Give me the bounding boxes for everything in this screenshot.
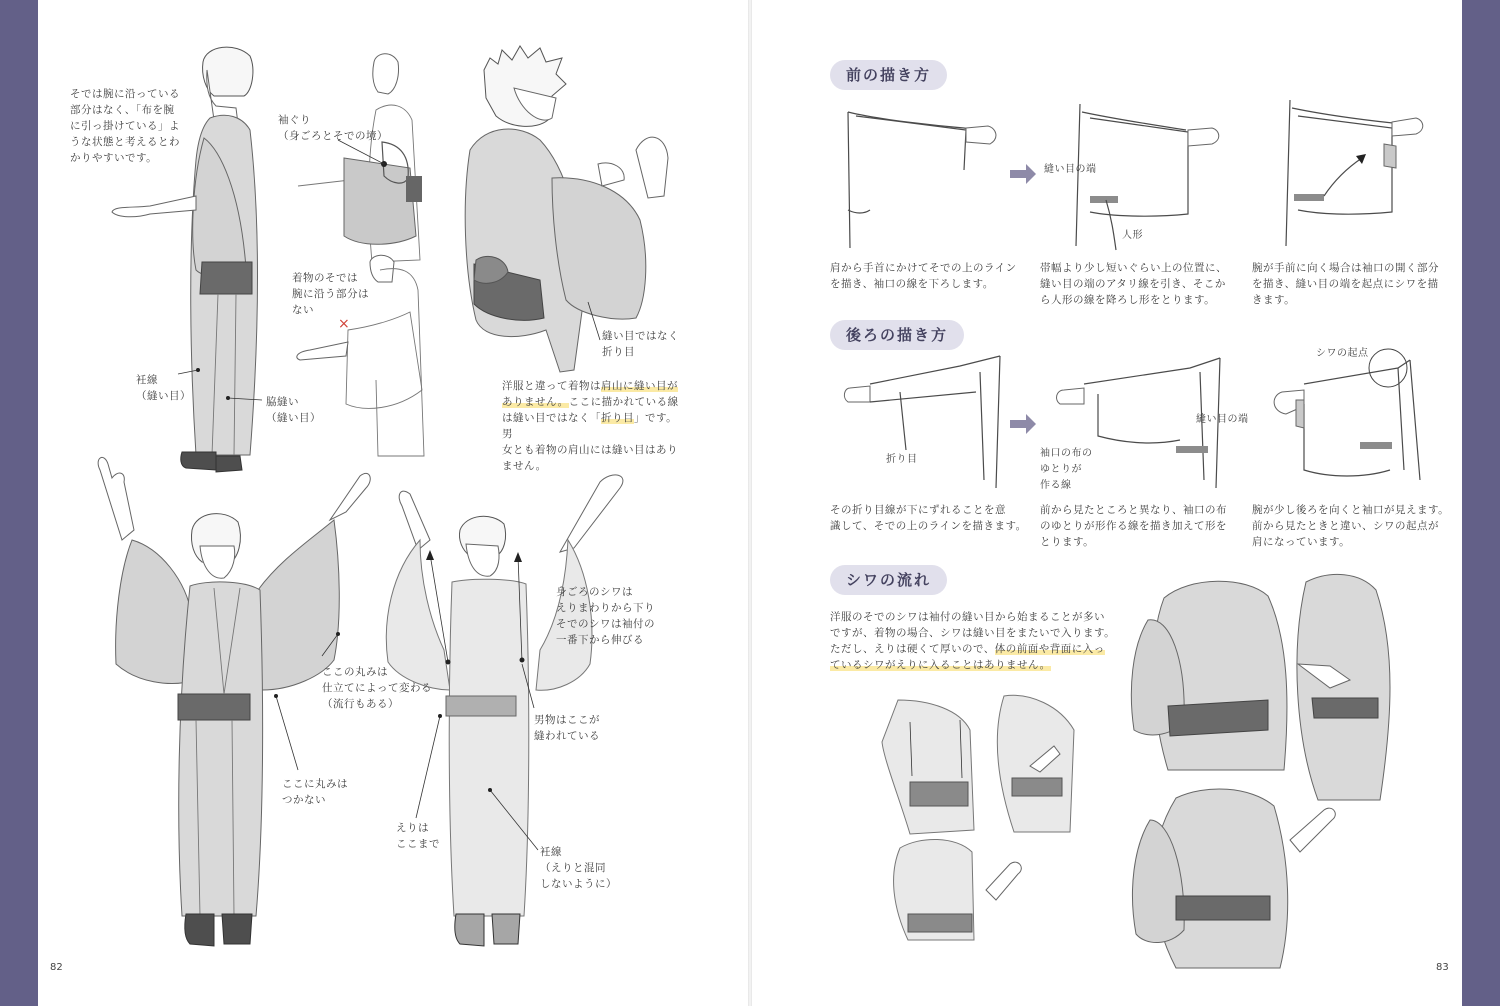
note-line1-a: 洋服と違って着物は: [502, 380, 601, 392]
back-arrow: [1010, 414, 1036, 434]
wrinkle-figure-small-2: [997, 695, 1074, 832]
section-back-heading: 後ろの描き方: [830, 320, 964, 350]
label-mi-wrinkles: 身ごろのシワは えりまわりから下り そでのシワは袖付の 一番下から伸びる: [556, 586, 655, 646]
front-step-2: [1076, 104, 1219, 250]
front-step-3: [1286, 100, 1423, 246]
back-step-3: [1274, 349, 1420, 480]
wrinkle-text: [830, 609, 1120, 673]
intro-text: そでは腕に沿っている 部分はなく、「布を腕 に引っ掛けている」よ うな状態と考えるとわ かりやすいです。: [70, 88, 180, 164]
note-line4: 女とも着物の肩山には縫い目はあり: [502, 444, 678, 456]
front-caption-3: 腕が手前に向く場合は袖口の開く部分 を描き、縫い目の端を起点にシワを描 きます。: [1252, 262, 1439, 306]
back-caption-2: 前から見たところと異なり、袖口の布 のゆとりが形作る線を描き加えて形を とります。: [1040, 504, 1227, 548]
wrinkle-line3-a: ただし、えりは硬くて厚いので、: [830, 643, 995, 655]
label-sewn: 男物はここが 縫われている: [534, 714, 600, 742]
wrinkle-figure-large-bottom: [1132, 789, 1335, 968]
label-collar-end: えりは ここまで: [396, 822, 440, 850]
front-caption-2: 帯幅より少し短いぐらい上の位置に、 縫い目の端のアタリ線を引き、そこか ら人形の線を降ろし形をとります。: [1040, 262, 1227, 306]
label-roundness: ここの丸みは 仕立てによって変わる （流行もある）: [322, 666, 432, 710]
wrinkle-line4-hl: ているシワがえりに入ることはありません。: [830, 659, 1051, 671]
note-shoulder: [502, 378, 682, 474]
back-label-cuff: 袖口の布の ゆとりが 作る線: [1040, 448, 1093, 491]
front-arrow: [1010, 164, 1036, 184]
label-no-round: ここに丸みは つかない: [282, 778, 348, 806]
section-wrinkle-heading: シワの流れ: [830, 565, 947, 595]
back-label-fold: 折り目: [886, 454, 918, 465]
back-step-1: [844, 356, 1000, 488]
wrinkle-figure-large-back: [1131, 581, 1287, 770]
page-number-right: 83: [1436, 962, 1449, 973]
note-line3-a: は縫い目ではなく「: [502, 412, 601, 424]
note-line3-hl: 折り目: [601, 412, 634, 424]
label-okumisen-2: 衽線 （えりと混同 しないように）: [540, 846, 617, 890]
note-line5: ません。: [502, 460, 547, 472]
section-front-heading: 前の描き方: [830, 60, 947, 90]
front-step-1: [848, 112, 996, 248]
back-label-seam-end: 縫い目の端: [1196, 414, 1249, 425]
label-sodeguri: 袖ぐり （身ごろとそでの境）: [278, 114, 388, 142]
note-line1-hl: 肩山に縫い目が: [601, 380, 678, 392]
front-caption-1: 肩から手首にかけてそでの上のライン を描き、袖口の線を下ろします。: [830, 262, 1017, 290]
wrinkle-line3-hl: 体の前面や背面に入っ: [994, 643, 1105, 655]
front-label-hito: 人形: [1122, 230, 1143, 241]
x-mark: ×: [338, 316, 351, 332]
note-line3-b: 」です。男: [502, 412, 678, 440]
page-number-left: 82: [50, 962, 63, 973]
wrinkle-figure-large-front: [1297, 574, 1390, 800]
note-line2-hl: ありません。: [502, 396, 569, 408]
label-okumisen: 衽線 （縫い目）: [136, 374, 191, 402]
wrinkle-line2: ですが、着物の場合、シワは縫い目をまたいで入ります。: [830, 627, 1116, 639]
back-caption-1: その折り目線が下にずれることを意 識して、そでの上のラインを描きます。: [830, 504, 1027, 532]
label-no-arm-part: 着物のそでは 腕に沿う部分は ない: [292, 272, 369, 316]
label-fold: 縫い目ではなく 折り目: [602, 330, 679, 358]
wrinkle-figure-small-3: [894, 839, 1022, 940]
wrinkle-figure-small-1: [882, 700, 974, 834]
wrinkle-line1: 洋服のそでのシワは袖付の縫い目から始まることが多い: [830, 611, 1105, 623]
back-caption-3: 腕が少し後ろを向くと袖口が見えます。 前から見たときと違い、シワの起点が 肩になっています。: [1252, 504, 1450, 548]
note-line2-b: ここに描かれている線: [568, 396, 679, 408]
front-label-seam-end: 縫い目の端: [1044, 164, 1097, 175]
label-wakinui: 脇縫い （縫い目）: [266, 396, 321, 424]
back-label-origin: シワの起点: [1316, 348, 1369, 359]
